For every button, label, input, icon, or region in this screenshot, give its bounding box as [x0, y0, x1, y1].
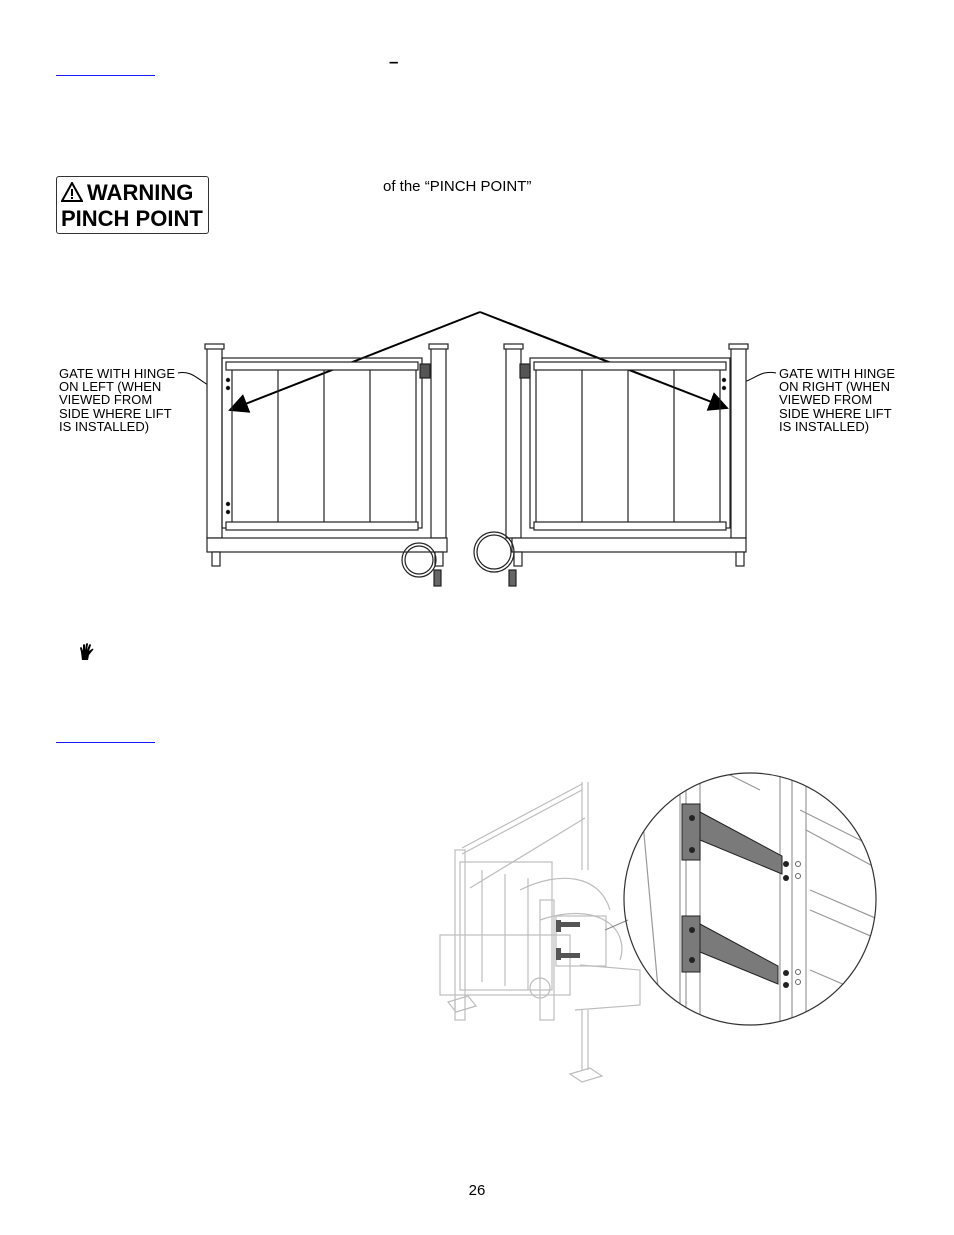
section-link-underline-top[interactable]: [56, 75, 155, 76]
left-gate-caption: GATE WITH HINGE ON LEFT (WHEN VIEWED FROM SIDE WHERE LIFT IS INSTALLED): [59, 366, 176, 434]
title-dash: –: [389, 52, 399, 71]
small-bracket-marks: [556, 920, 580, 960]
gates-illustration: [0, 300, 954, 600]
warning-word: WARNING: [87, 180, 194, 205]
right-gate-caption: GATE WITH HINGE ON RIGHT (WHEN VIEWED FROM SIDE WHERE LIFT IS INSTALLED): [779, 366, 896, 434]
page-number: 26: [468, 1182, 486, 1199]
hand-stop-icon: [78, 642, 96, 662]
section-link-underline-bottom[interactable]: [56, 742, 155, 743]
warning-triangle-icon: [61, 182, 83, 202]
pinch-point-arrows: [230, 312, 727, 410]
pinch-point-word: PINCH POINT: [61, 206, 203, 231]
magnified-detail: [624, 770, 880, 1030]
left-gate: [205, 344, 448, 586]
pinch-point-reference: of the “PINCH POINT”: [383, 178, 532, 195]
gate-bracket-illustration: [0, 770, 954, 1090]
warning-pinch-point-sign: [56, 176, 209, 234]
lift-structure-sketch: [440, 782, 640, 1082]
right-gate: [474, 344, 748, 586]
